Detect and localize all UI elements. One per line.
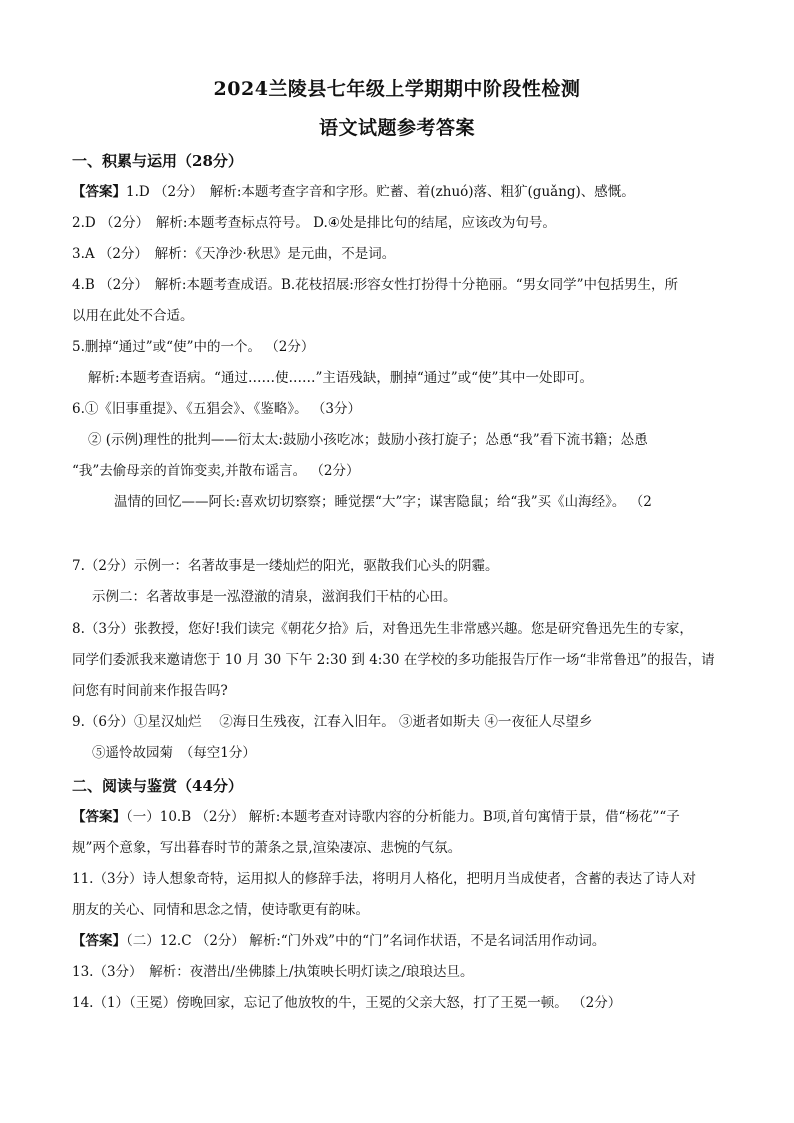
answer-line-6-example-cont: “我”去偷母亲的首饰变卖,并散布谣言。 （2分） (72, 463, 360, 479)
answer-line-5-analysis: 解析:本题考查语病。“通过……使……”主语残缺，删掉“通过”或“使”其中一处即可。 (88, 370, 593, 386)
answer-line-4-cont: 以用在此处不合适。 (72, 308, 194, 324)
answer-line-3: 3.A （2分） 解析：《天净沙·秋思》是元曲，不是词。 (72, 246, 396, 262)
section-heading-reading: 二、阅读与鉴赏（44分） (72, 777, 243, 795)
answer-text: （二）12.C （2分） 解析:“门外戏”中的“门”名词作状语，不是名词活用作动词。 (126, 933, 606, 949)
section-heading-accumulation: 一、积累与运用（28分） (72, 152, 243, 170)
answer-line-11: 11.（3分）诗人想象奇特，运用拟人的修辞手法，将明月人格化，把明月当成使者，含蓄的表达了诗人对 (72, 871, 697, 887)
answer-line-9-cont: ⑤遥怜故园菊 （每空1分） (92, 745, 256, 761)
answer-line-14: 14.（1）（王冕）傍晚回家，忘记了他放牧的牛，王冕的父亲大怒，打了王冕一顿。 （2分） (72, 995, 622, 1011)
answer-tag: 【答案】 (72, 184, 126, 200)
answer-text: （一）10.B （2分） 解析:本题考查对诗歌内容的分析能力。B项,首句寓情于景，借“杨花”“子 (126, 809, 680, 825)
answer-line-6-example: ② (示例)理性的批判——衍太太:鼓励小孩吃冰；鼓励小孩打旋子；怂恿“我”看下流书籍；怂恿 (88, 432, 648, 448)
answer-line-9: 9.（6分）①星汉灿烂 ②海日生残夜，江春入旧年。 ③逝者如斯夫 ④一夜征人尽望乡 (72, 714, 593, 730)
answer-tag: 【答案】 (72, 809, 126, 825)
answer-line-11-cont: 朋友的关心、同情和思念之情，使诗歌更有韵味。 (72, 902, 369, 918)
answer-line-13: 13.（3分） 解析：夜潜出/坐佛膝上/执策映长明灯读之/琅琅达旦。 (72, 964, 474, 980)
document-subtitle: 语文试题参考答案 (318, 117, 475, 139)
answer-line-2: 2.D （2分） 解析:本题考查标点符号。 D.④处是排比句的结尾，应该改为句号。 (72, 215, 556, 231)
answer-line-1 (72, 183, 635, 201)
answer-line-4: 4.B （2分） 解析:本题考查成语。B.花枝招展:形容女性打扮得十分艳丽。“男女同学”中包括男生，所 (72, 277, 679, 293)
answer-tag: 【答案】 (72, 933, 126, 949)
answer-line-5: 5.删掉“通过”或“使”中的一个。 （2分） (72, 339, 315, 355)
answer-line-10-cont: 规”两个意象，写出暮春时节的萧条之景,渲染凄凉、悲惋的气氛。 (72, 840, 462, 856)
answer-line-7: 7.（2分）示例一：名著故事是一缕灿烂的阳光，驱散我们心头的阴霾。 (72, 558, 499, 574)
answer-line-7-example2: 示例二：名著故事是一泓澄澈的清泉，滋润我们干枯的心田。 (92, 589, 457, 605)
answer-line-6: 6.①《旧事重提》、《五猖会》、《鉴略》。 （3分） (72, 401, 362, 417)
answer-line-8: 8.（3分）张教授，您好!我们读完《朝花夕拾》后，对鲁迅先生非常感兴趣。您是研究鲁迅先生的专家， (72, 621, 693, 637)
answer-line-8-cont: 同学们委派我来邀请您于 10 月 30 下午 2:30 到 4:30 在学校的多功能报告厅作一场“非常鲁迅”的报告，请 (72, 652, 715, 668)
document-title: 2024兰陵县七年级上学期期中阶段性检测 (213, 78, 581, 100)
answer-line-8-cont2: 问您有时间前来作报告吗? (72, 683, 228, 699)
answer-text: 1.D （2分） 解析:本题考查字音和字形。贮蓄、着(zhuó)落、粗犷(guǎng)、感慨。 (126, 184, 635, 200)
answer-line-6-warm-memory: 温情的回忆——阿长:喜欢切切察察；睡觉摆“大”字；谋害隐鼠；给“我”买《山海经》。 （2 (114, 494, 652, 510)
answer-line-12 (72, 932, 605, 950)
answer-line-10 (72, 808, 680, 826)
